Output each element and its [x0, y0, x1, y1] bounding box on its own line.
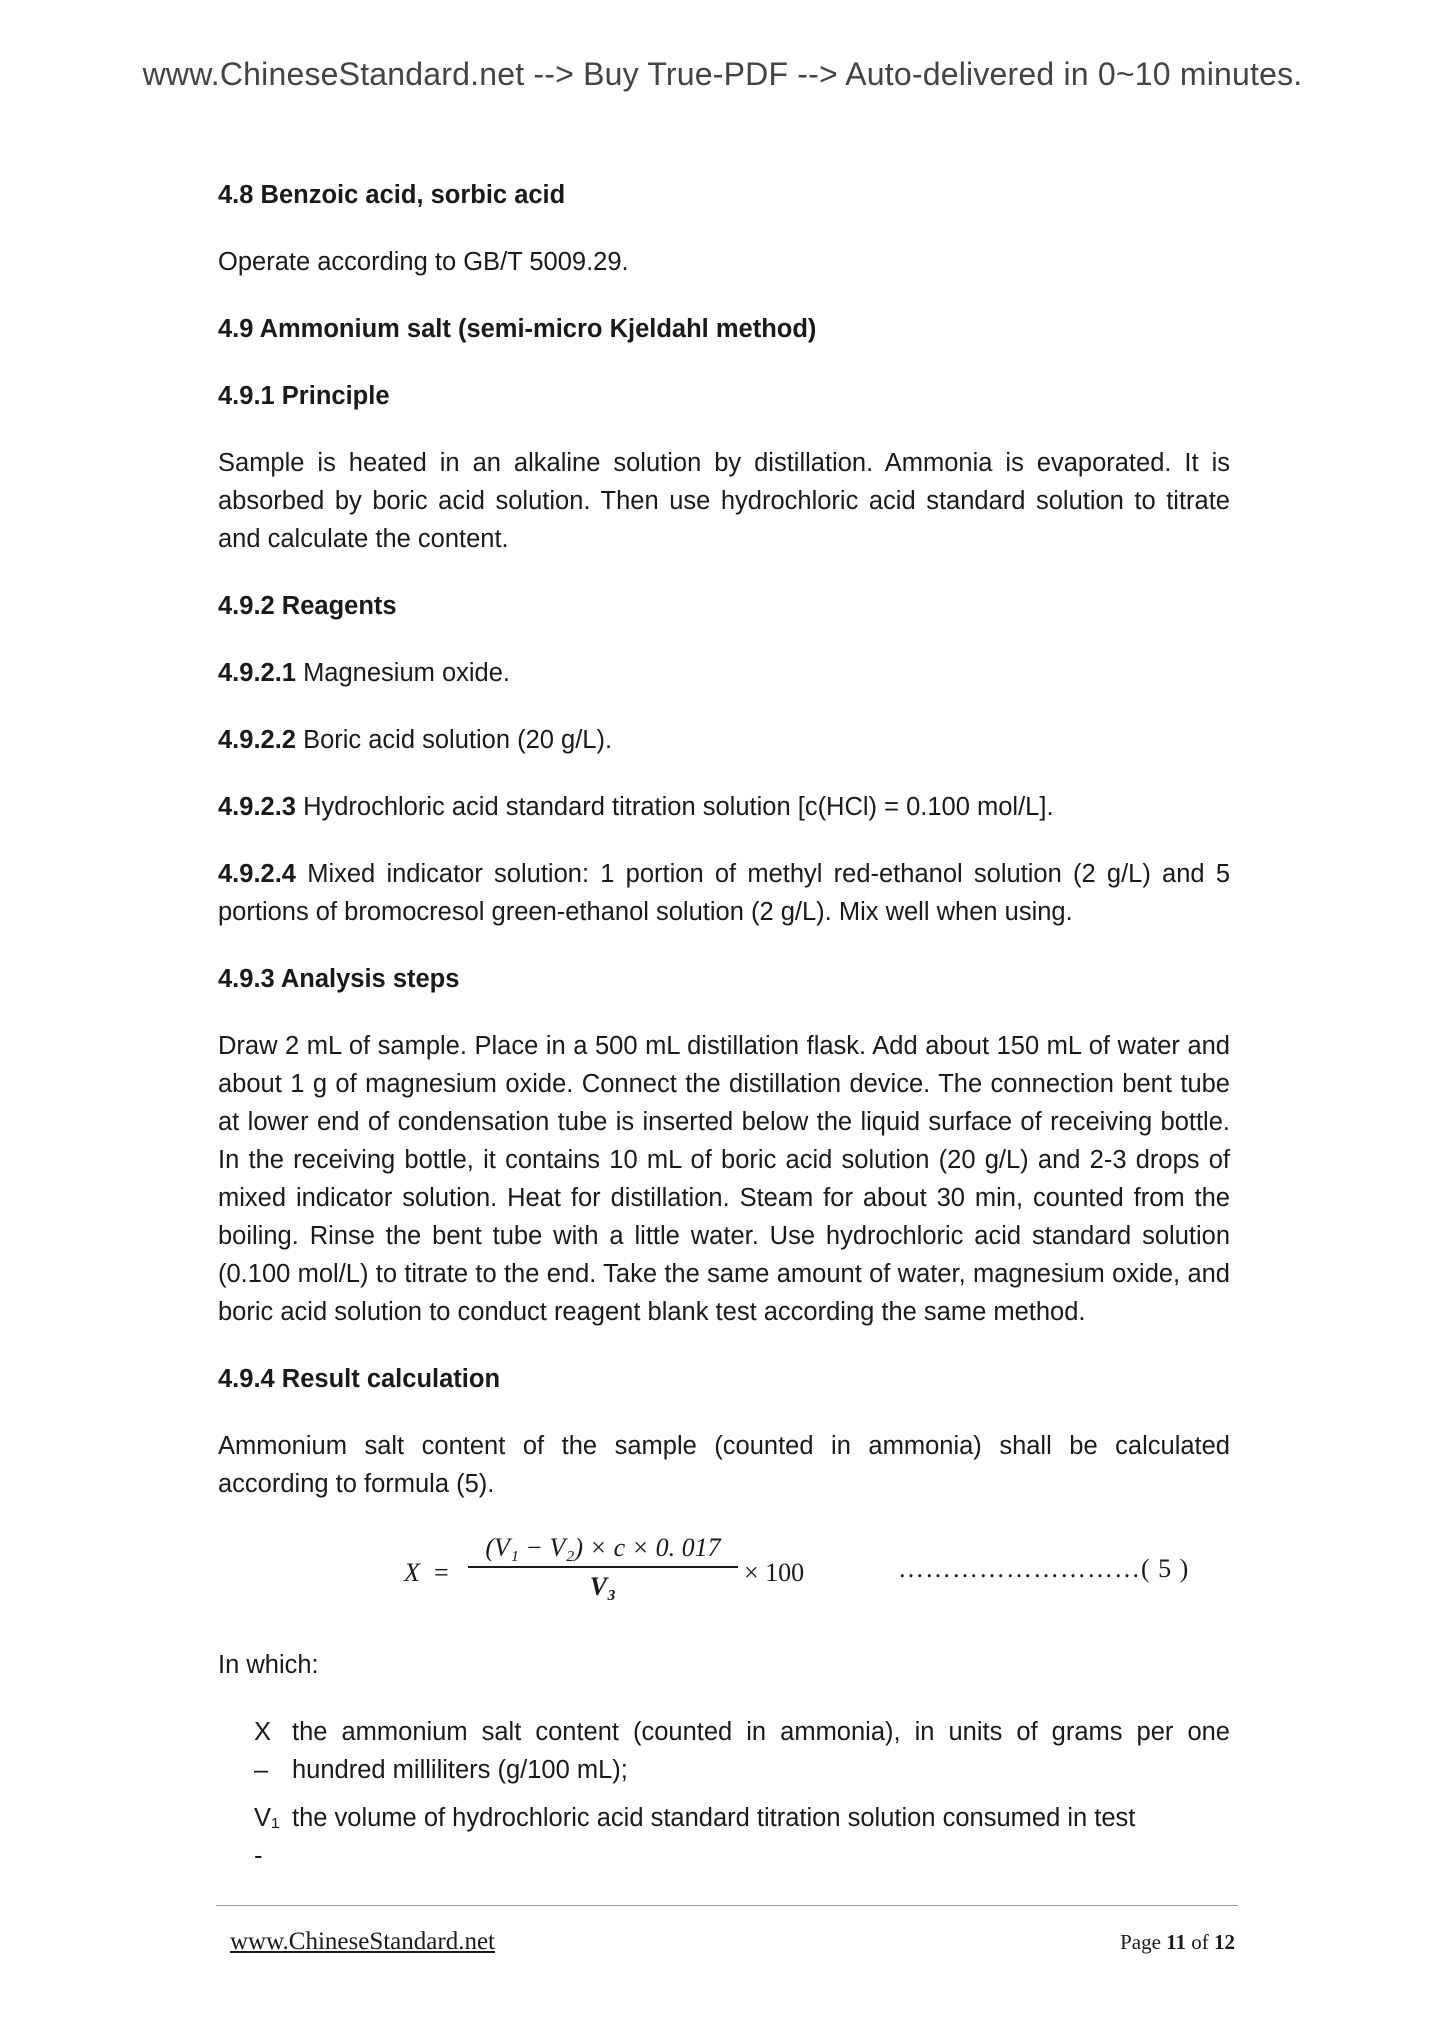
section-4-9-1-heading: 4.9.1 Principle — [218, 382, 390, 410]
reagent-text: Boric acid solution (20 g/L). — [295, 726, 613, 754]
header-banner: www.ChineseStandard.net --> Buy True-PDF --> Auto-delivered in 0~10 minutes. — [142, 56, 1303, 92]
document-body — [218, 176, 1230, 1885]
page-number — [1120, 1930, 1235, 1955]
definition-symbol: V₁ - — [254, 1804, 280, 1870]
where-label: In which: — [218, 1651, 319, 1679]
section-4-9-4-heading: 4.9.4 Result calculation — [218, 1365, 501, 1393]
reagent-item — [218, 654, 1230, 692]
reagent-text: Mixed indicator solution: 1 portion of methyl red-ethanol solution (2 g/L) and 5 portions of bromocresol green-ethanol solution (2 g/L). Mix well when using. — [218, 860, 1230, 926]
page-of: of — [1186, 1930, 1214, 1954]
section-4-9-3-heading: 4.9.3 Analysis steps — [218, 965, 460, 993]
section-4-9-heading: 4.9 Ammonium salt (semi-micro Kjeldahl method) — [218, 315, 817, 343]
definition-list — [218, 1713, 1230, 1875]
reagent-text: Hydrochloric acid standard titration solution [c(HCl) = 0.100 mol/L]. — [295, 793, 1054, 821]
fraction-bar — [468, 1566, 738, 1568]
formula-numerator: (V₁ − V₂) × c × 0. 017 — [485, 1533, 721, 1562]
page-prefix: Page — [1120, 1930, 1167, 1954]
section-4-8-text: Operate according to GB/T 5009.29. — [218, 248, 629, 276]
definition-item — [218, 1713, 1230, 1789]
section-4-8-heading: 4.8 Benzoic acid, sorbic acid — [218, 181, 566, 209]
page-total: 12 — [1214, 1930, 1235, 1954]
definition-text: the volume of hydrochloric acid standard titration solution consumed in test — [292, 1804, 1136, 1832]
formula-label: ………………………( 5 ) — [898, 1554, 1190, 1583]
formula-5 — [218, 1532, 1230, 1618]
reagent-item — [218, 855, 1230, 931]
formula-equals: = — [434, 1558, 449, 1587]
definition-symbol: X – — [254, 1718, 272, 1784]
section-4-9-4-text: Ammonium salt content of the sample (counted in ammonia) shall be calculated according to formula (5). — [218, 1432, 1230, 1498]
section-4-9-2-heading: 4.9.2 Reagents — [218, 592, 397, 620]
reagent-item — [218, 721, 1230, 759]
reagent-number: 4.9.2.4 — [218, 860, 296, 888]
reagent-item — [218, 788, 1230, 826]
formula-multiplier: × 100 — [744, 1558, 805, 1587]
reagent-number: 4.9.2.1 — [218, 659, 296, 687]
formula-lhs: X — [404, 1558, 420, 1587]
footer-link[interactable]: www.ChineseStandard.net — [230, 1928, 495, 1955]
page-current: 11 — [1166, 1930, 1186, 1954]
definition-item — [218, 1799, 1230, 1875]
section-4-9-3-text: Draw 2 mL of sample. Place in a 500 mL distillation flask. Add about 150 mL of water and about 1 g of magnesium oxide. Connect the distillation device. The connection bent tube at lower end of condensation tube is inserted below the liquid surface of receiving bottle. In the receiving bottle, it contains 10 mL of boric acid solution (20 g/L) and 2-3 drops of mixed indicator solution. Heat for distillation. Steam for about 30 min, counted from the boiling. Rinse the bent tube with a little water. Use hydrochloric acid standard solution (0.100 mol/L) to titrate to the end. Take the same amount of water, magnesium oxide, and boric acid solution to conduct reagent blank test according the same method. — [218, 1032, 1230, 1326]
reagent-number: 4.9.2.3 — [218, 793, 296, 821]
section-4-9-1-text: Sample is heated in an alkaline solution by distillation. Ammonia is evaporated. It is absorbed by boric acid solution. Then use hydrochloric acid standard solution to titrate and calculate the content. — [218, 449, 1230, 553]
definition-text: the ammonium salt content (counted in ammonia), in units of grams per one hundred milliliters (g/100 mL); — [292, 1718, 1230, 1784]
footer-divider — [216, 1905, 1238, 1906]
formula-fraction — [468, 1532, 738, 1602]
reagent-number: 4.9.2.2 — [218, 726, 296, 754]
formula-denominator: V₃ — [589, 1572, 617, 1601]
reagent-text: Magnesium oxide. — [295, 659, 511, 687]
